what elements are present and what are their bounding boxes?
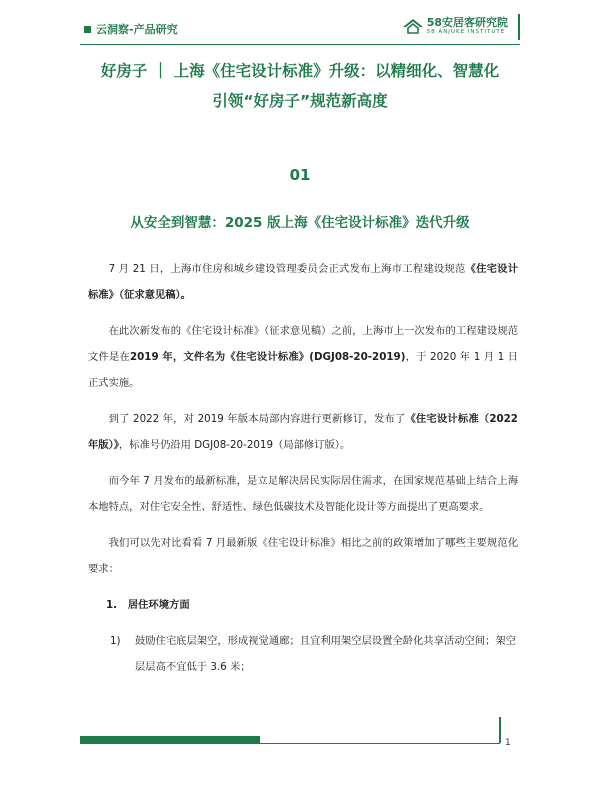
p3-text: 到了 2022 年，对 2019 年版本局部内容进行更新修订，发布了 xyxy=(108,413,406,425)
paragraph-1 xyxy=(88,256,518,308)
list-item-text: 鼓励住宅底层架空，形成视觉通廊；且宜利用架空层设置全龄化共享活动空间；架空层层高不宜低于 3.6 米； xyxy=(135,635,516,673)
paragraph-2 xyxy=(88,318,518,396)
logo-en-text: 58 ANJUKE INSTITUTE xyxy=(426,29,506,35)
list-heading-text: 居住环境方面 xyxy=(127,599,190,611)
list-item xyxy=(88,628,518,680)
document-body xyxy=(88,256,518,680)
page-number: 1 xyxy=(505,738,511,748)
page-header xyxy=(80,14,520,44)
header-brand-left xyxy=(84,21,178,37)
p3-bold: 《住宅设计标准（2022 年版）》 xyxy=(88,413,518,451)
list-heading xyxy=(88,592,518,618)
p3-tail: ，标准号仍沿用 DGJ08-20-2019（局部修订版）。 xyxy=(118,439,351,451)
paragraph-5: 我们可以先对比看看 7 月最新版《住宅设计标准》相比之前的政策增加了哪些主要规范化要求： xyxy=(88,537,518,575)
p2-tail: ，于 2020 年 1 月 1 日正式实施。 xyxy=(88,351,518,389)
header-left-label: 云洞察-产品研究 xyxy=(96,23,178,36)
list-item-marker: 1) xyxy=(110,635,121,647)
title-line-2: 引领“好房子”规范新高度 xyxy=(212,92,388,110)
page-title xyxy=(60,56,540,116)
list-heading-number: 1. xyxy=(106,599,118,611)
header-logo xyxy=(402,16,508,36)
house-logo-icon xyxy=(402,18,424,34)
p2-text: 在此次新发布的《住宅设计标准》（征求意见稿）之前，上海市上一次发布的工程建设规范文件是在 xyxy=(88,325,518,363)
logo-cn-text: 58安居客研究院 xyxy=(426,16,508,29)
p1-bold: 《住宅设计标准》（征求意见稿）。 xyxy=(88,263,518,301)
paragraph-4: 而今年 7 月发布的最新标准，是立足解决居民实际居住需求，在国家规范基础上结合上海本地特点，对住宅安全性、舒适性、绿色低碳技术及智能化设计等方面提出了更高要求。 xyxy=(88,475,518,513)
p2-bold: 2019 年，文件名为《住宅设计标准》(DGJ08-20-2019) xyxy=(129,351,406,363)
p1-text: 7 月 21 日，上海市住房和城乡建设管理委员会正式发布上海市工程建设规范 xyxy=(108,263,466,275)
paragraph-3 xyxy=(88,406,518,458)
footer-vertical-bar xyxy=(499,717,501,743)
header-vertical-bar xyxy=(518,14,520,40)
footer-divider xyxy=(80,743,500,744)
brand-square-icon xyxy=(84,26,91,33)
header-divider xyxy=(80,44,520,45)
section-number: 01 xyxy=(289,166,311,184)
title-line-1: 好房子 ｜ 上海《住宅设计标准》升级：以精细化、智慧化 xyxy=(100,62,500,80)
section-title: 从安全到智慧：2025 版上海《住宅设计标准》迭代升级 xyxy=(130,215,470,231)
